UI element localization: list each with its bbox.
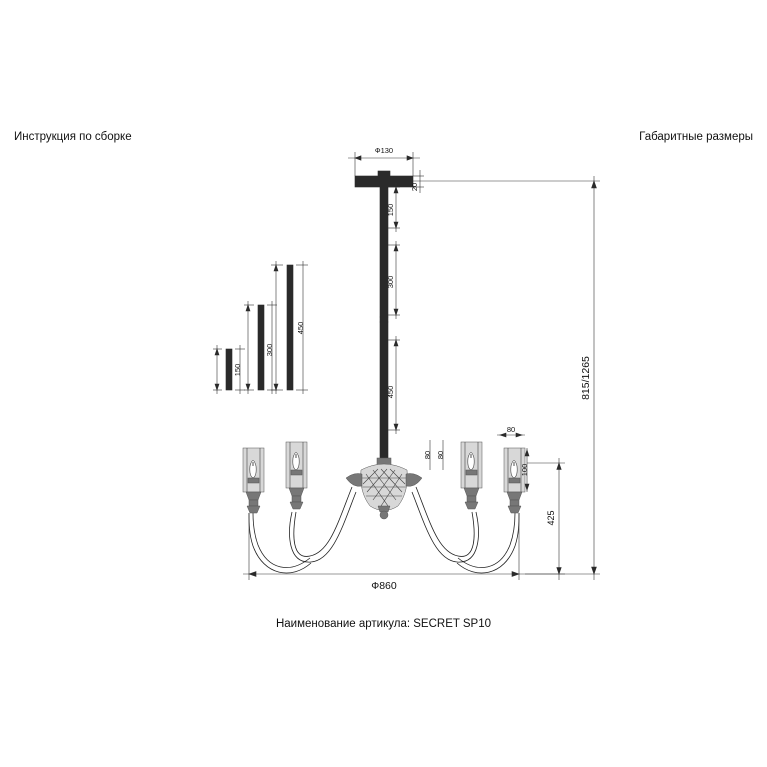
dim-fixture-height-label: 425 [546, 510, 556, 526]
spare-rod-300 [244, 301, 277, 394]
shade-unit-3 [461, 442, 482, 509]
spare-rod-150 [213, 345, 245, 394]
dim-shade-d-label: 100 [520, 463, 529, 477]
dim-shade-a-label: 80 [423, 450, 432, 460]
shade-unit-2 [286, 442, 307, 509]
dim-rod-450-label: 450 [386, 385, 395, 399]
dim-canopy-thickness-label: 20 [410, 182, 419, 192]
dim-spare-300-label: 300 [265, 343, 274, 357]
suspension-rod [380, 187, 388, 462]
dim-shade-80-c [497, 425, 525, 437]
dim-spare-150-label: 150 [233, 363, 242, 377]
canopy-assembly [355, 171, 413, 187]
dim-shade-80-b [436, 440, 445, 470]
shade-unit-1 [243, 448, 264, 513]
spare-rod-450 [271, 261, 308, 394]
dim-total-height [413, 176, 600, 580]
shade-unit-4 [504, 448, 525, 513]
dim-overall-diameter [243, 513, 525, 592]
header-right-title: Габаритные размеры [639, 131, 753, 143]
dim-rod-150-label: 150 [386, 203, 395, 217]
dim-shade-c-label: 80 [506, 425, 516, 434]
dim-spare-450-label: 450 [296, 321, 305, 335]
central-body [346, 458, 422, 519]
dim-overall-diameter-label: Ф860 [371, 580, 397, 592]
header-left-title: Инструкция по сборке [14, 131, 132, 143]
dim-shade-80-a [423, 440, 432, 470]
dim-fixture-height [525, 458, 565, 580]
article-caption: Наименование артикула: SECRET SP10 [275, 618, 492, 630]
dim-shade-b-label: 80 [436, 450, 445, 460]
dim-total-height-label: 815/1265 [580, 356, 592, 400]
dim-rod-300-label: 300 [386, 275, 395, 289]
dim-canopy-diameter-label: Ф130 [374, 146, 394, 155]
